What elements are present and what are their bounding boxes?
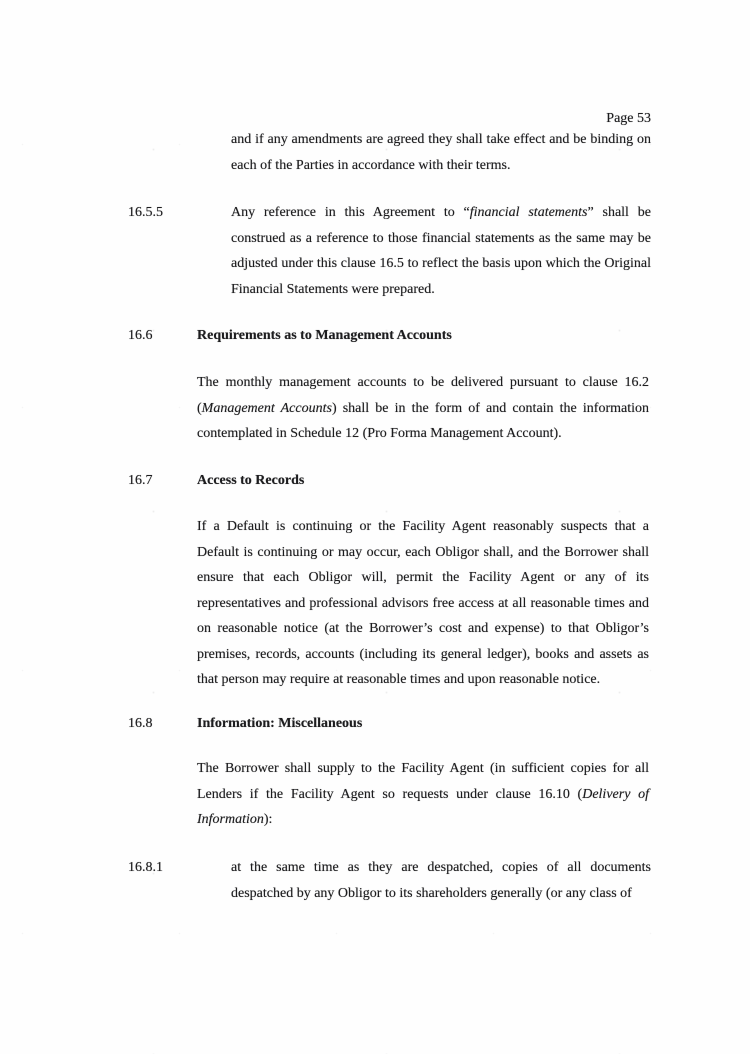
- clause-number-16-6: 16.6: [128, 328, 153, 343]
- clause-number-16-7: 16.7: [128, 473, 153, 488]
- clause-continuation-paragraph: and if any amendments are agreed they shall take effect and be binding on each of the Parties in accordance with their terms.: [231, 132, 651, 173]
- page-number: Page 53: [606, 111, 651, 126]
- clause-16-8-paragraph: The Borrower shall supply to the Facility Agent (in sufficient copies for all Lenders if the Facility Agent so requests under clause 16.10 (Delivery of Information):: [197, 761, 649, 827]
- clause-number-16-5-5: 16.5.5: [128, 205, 163, 220]
- clause-16-7-paragraph: If a Default is continuing or the Facility Agent reasonably suspects that a Default is continuing or may occur, each Obligor shall, and the Borrower shall ensure that each Obligor will, permit the Facility Agent or any of its representatives and professional advisors free access at all reasonable times and on reasonable notice (at the Borrower’s cost and expense) to that Obligor’s premises, records, accounts (including its general ledger), books and assets as that person may require at reasonable times and upon reasonable notice.: [197, 519, 649, 687]
- clause-16-5-5-paragraph: Any reference in this Agreement to “financial statements” shall be construed as a reference to those financial statements as the same may be adjusted under this clause 16.5 to reflect the basis upon which the Original Financial Statements were prepared.: [231, 205, 651, 297]
- clause-16-8-heading: Information: Miscellaneous: [197, 716, 363, 731]
- clause-16-6-paragraph: The monthly management accounts to be delivered pursuant to clause 16.2 (Management Accounts) shall be in the form of and contain the information contemplated in Schedule 12 (Pro Forma Management Account).: [197, 375, 649, 441]
- clause-16-7-heading: Access to Records: [197, 473, 305, 488]
- clause-16-8-1-paragraph: at the same time as they are despatched, copies of all documents despatched by any Obligor to its shareholders generally (or any class of: [231, 860, 651, 901]
- clause-16-6-heading: Requirements as to Management Accounts: [197, 328, 452, 343]
- clause-number-16-8-1: 16.8.1: [128, 860, 163, 875]
- clause-number-16-8: 16.8: [128, 716, 153, 731]
